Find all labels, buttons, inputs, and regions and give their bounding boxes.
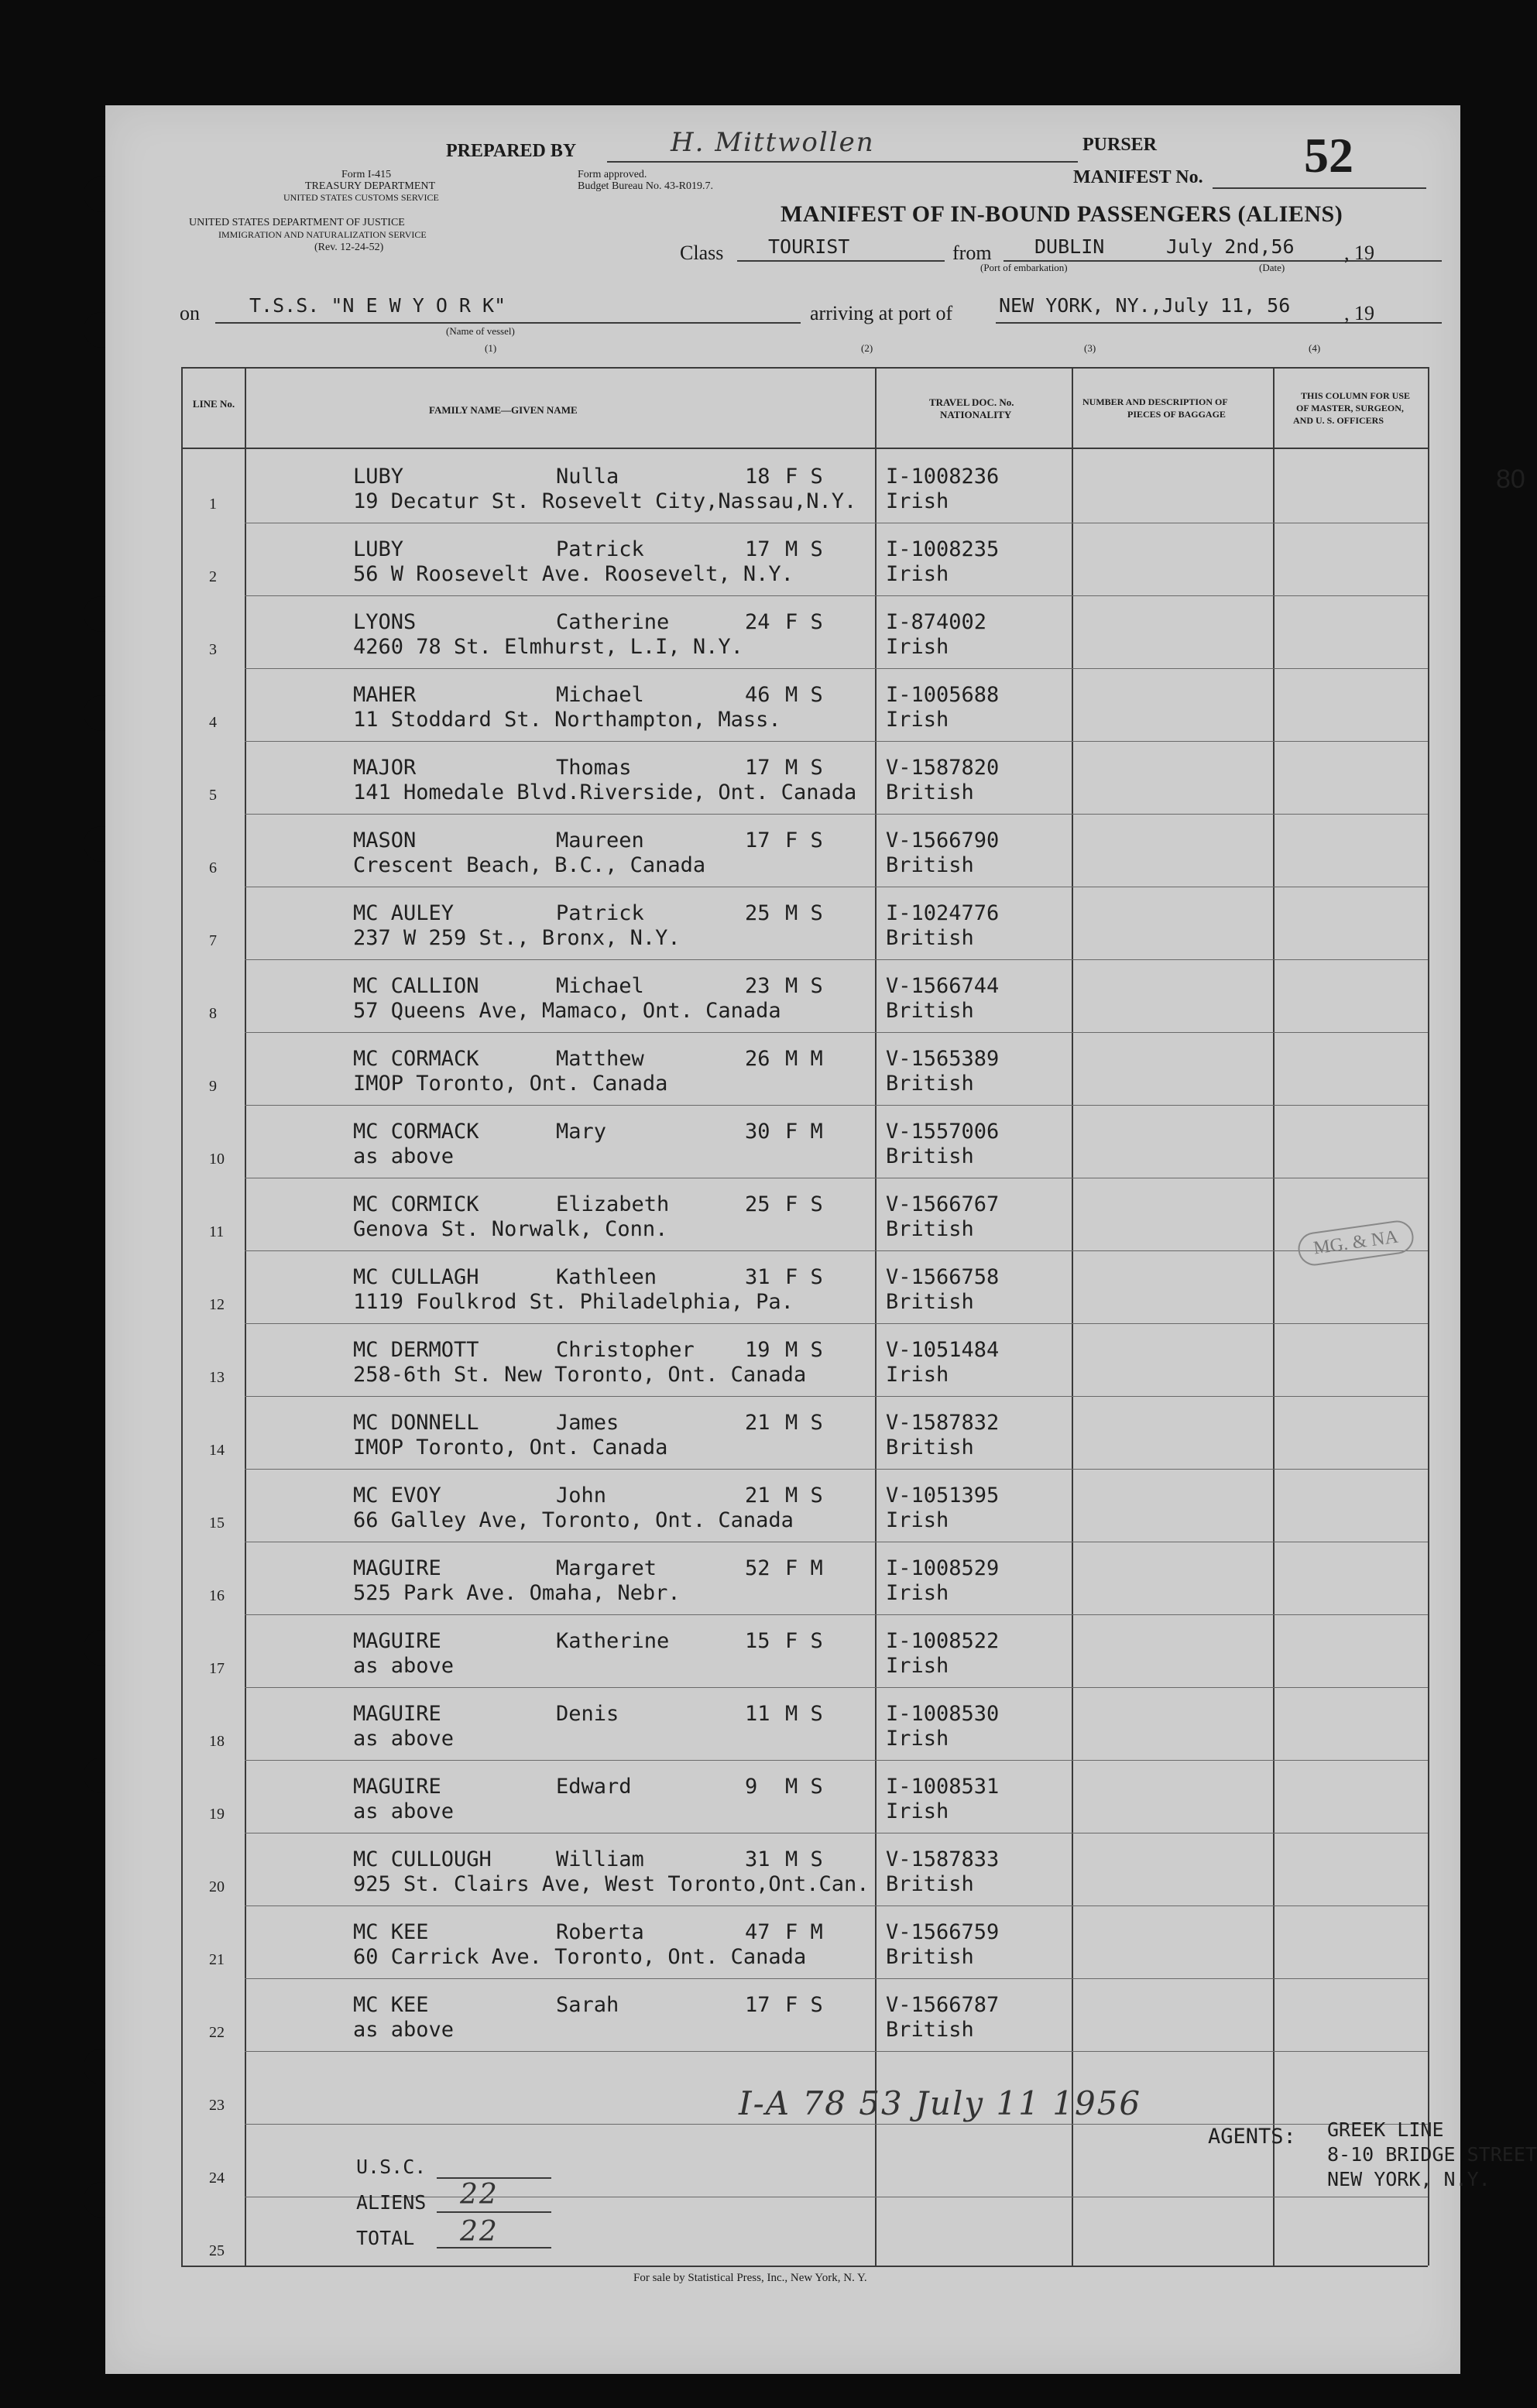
col-header-officers: THIS COLUMN FOR USE (1301, 390, 1411, 401)
nationality: Irish (886, 1654, 949, 1678)
from-date: July 2nd,56 (1166, 235, 1295, 258)
nationality: British (886, 1872, 974, 1896)
nationality: British (886, 853, 974, 877)
given-name: Patrick (556, 901, 644, 925)
nationality: Irish (886, 1508, 949, 1532)
nationality: Irish (886, 1363, 949, 1387)
family-name: MC CORMACK (353, 1047, 479, 1071)
address: 57 Queens Ave, Mamaco, Ont. Canada (353, 999, 781, 1023)
nationality: Irish (886, 635, 949, 659)
travel-doc-number: V-1587832 (886, 1411, 1000, 1435)
family-name: MAGUIRE (353, 1702, 441, 1726)
age: 17 (745, 828, 770, 852)
address: 4260 78 St. Elmhurst, L.I, N.Y. (353, 635, 743, 659)
table-row (181, 596, 1428, 669)
age: 21 (745, 1484, 770, 1508)
table-row (181, 1906, 1428, 1979)
address: as above (353, 1727, 455, 1751)
table-row (181, 742, 1428, 815)
given-name: Maureen (556, 828, 644, 852)
agents-line2: 8-10 BRIDGE STREET (1327, 2143, 1537, 2166)
line-number: 25 (209, 2242, 225, 2259)
immigration-stamp: MG. & NA (1296, 1219, 1416, 1267)
given-name: Margaret (556, 1556, 657, 1580)
col-header-line-no: LINE No. (192, 398, 235, 410)
given-name: Sarah (556, 1993, 619, 2017)
agents-line3: NEW YORK, N.Y. (1327, 2168, 1491, 2190)
given-name: Roberta (556, 1920, 644, 1944)
given-name: Christopher (556, 1338, 695, 1362)
family-name: MC CORMACK (353, 1120, 479, 1144)
family-name: MC CULLOUGH (353, 1847, 492, 1871)
line-number: 8 (209, 1005, 217, 1022)
address: as above (353, 1144, 455, 1168)
travel-doc-number: I-1008522 (886, 1629, 1000, 1653)
line-number: 13 (209, 1369, 225, 1386)
family-name: MC AULEY (353, 901, 455, 925)
manifest-sheet (105, 105, 1537, 2374)
table-row (181, 1833, 1428, 1906)
family-name: MC KEE (353, 1920, 429, 1944)
family-name: MC EVOY (353, 1484, 441, 1508)
given-name: Elizabeth (556, 1192, 670, 1216)
form-service: UNITED STATES CUSTOMS SERVICE (283, 192, 439, 203)
nationality: Irish (886, 708, 949, 732)
col-no-1: (1) (485, 342, 497, 354)
aliens-label: ALIENS (356, 2191, 427, 2214)
travel-doc-number: I-1008530 (886, 1702, 1000, 1726)
address: 525 Park Ave. Omaha, Nebr. (353, 1581, 681, 1605)
line-number: 20 (209, 1878, 225, 1895)
line-number: 16 (209, 1587, 225, 1604)
travel-doc-number: V-1557006 (886, 1120, 1000, 1144)
age: 52 (745, 1556, 770, 1580)
travel-doc-number: V-1587820 (886, 756, 1000, 780)
nationality: British (886, 2018, 974, 2042)
age: 21 (745, 1411, 770, 1435)
address: 66 Galley Ave, Toronto, Ont. Canada (353, 1508, 794, 1532)
line-number: 2 (209, 568, 217, 585)
family-name: MAJOR (353, 756, 417, 780)
agents-line1: GREEK LINE (1327, 2118, 1444, 2141)
col-no-2: (2) (861, 342, 873, 354)
table-row (181, 1979, 1428, 2052)
given-name: William (556, 1847, 644, 1871)
family-name: MC CULLAGH (353, 1265, 479, 1289)
travel-doc-number: V-1566744 (886, 974, 1000, 998)
sex-marital-status: M S (785, 901, 823, 925)
line-number: 7 (209, 932, 217, 949)
aliens-value: 22 (460, 2179, 499, 2211)
line-number: 10 (209, 1151, 225, 1168)
manifest-no-label: MANIFEST No. (1073, 167, 1203, 187)
address: Genova St. Norwalk, Conn. (353, 1217, 668, 1241)
form-dept: TREASURY DEPARTMENT (305, 180, 436, 192)
line-number: 9 (209, 1078, 217, 1095)
given-name: Matthew (556, 1047, 644, 1071)
age: 46 (745, 683, 770, 707)
age: 19 (745, 1338, 770, 1362)
col-header-doc: TRAVEL DOC. No. (929, 396, 1014, 408)
given-name: Mary (556, 1120, 607, 1144)
nationality: British (886, 1144, 974, 1168)
sex-marital-status: M S (785, 537, 823, 561)
sex-marital-status: F M (785, 1556, 823, 1580)
family-name: LUBY (353, 465, 404, 489)
given-name: Kathleen (556, 1265, 657, 1289)
family-name: MC DERMOTT (353, 1338, 479, 1362)
line-number: 18 (209, 1733, 225, 1750)
travel-doc-number: V-1566767 (886, 1192, 1000, 1216)
address: IMOP Toronto, Ont. Canada (353, 1072, 668, 1096)
printer-footer: For sale by Statistical Press, Inc., New York, N. Y. (633, 2272, 867, 2284)
age: 15 (745, 1629, 770, 1653)
form-ins: IMMIGRATION AND NATURALIZATION SERVICE (218, 229, 427, 240)
table-row (181, 1615, 1428, 1688)
form-approved: Form approved. (578, 169, 647, 180)
from-port: DUBLIN (1034, 235, 1105, 258)
on-label: on (180, 302, 200, 324)
line-number: 23 (209, 2097, 225, 2114)
sex-marital-status: M S (785, 1484, 823, 1508)
sex-marital-status: M S (785, 1338, 823, 1362)
sex-marital-status: F S (785, 1265, 823, 1289)
nationality: British (886, 926, 974, 950)
age: 25 (745, 1192, 770, 1216)
travel-doc-number: I-1005688 (886, 683, 1000, 707)
class-value: TOURIST (768, 235, 850, 258)
family-name: MASON (353, 828, 417, 852)
address: as above (353, 1799, 455, 1823)
sex-marital-status: M S (785, 1775, 823, 1799)
travel-doc-number: V-1566759 (886, 1920, 1000, 1944)
table-row (181, 1688, 1428, 1761)
col-header-name: FAMILY NAME—GIVEN NAME (429, 404, 578, 416)
travel-doc-number: I-1024776 (886, 901, 1000, 925)
sex-marital-status: M S (785, 756, 823, 780)
date-caption: (Date) (1259, 262, 1285, 273)
address: 141 Homedale Blvd.Riverside, Ont. Canada (353, 780, 857, 804)
table-row (181, 523, 1428, 596)
travel-doc-number: V-1587833 (886, 1847, 1000, 1871)
age: 31 (745, 1847, 770, 1871)
inspector-annotation: I-A 78 53 July 11 1956 (739, 2084, 1142, 2122)
line-number: 1 (209, 496, 217, 513)
travel-doc-number: I-1008529 (886, 1556, 1000, 1580)
given-name: Denis (556, 1702, 619, 1726)
family-name: MC KEE (353, 1993, 429, 2017)
nationality: British (886, 999, 974, 1023)
table-row (181, 1033, 1428, 1106)
family-name: MAHER (353, 683, 417, 707)
line-number: 3 (209, 641, 217, 658)
table-row (181, 960, 1428, 1033)
nationality: British (886, 1945, 974, 1969)
family-name: LYONS (353, 610, 417, 634)
address: 56 W Roosevelt Ave. Roosevelt, N.Y. (353, 562, 794, 586)
age: 17 (745, 537, 770, 561)
age: 25 (745, 901, 770, 925)
given-name: Katherine (556, 1629, 670, 1653)
family-name: MC CALLION (353, 974, 479, 998)
travel-doc-number: V-1566758 (886, 1265, 1000, 1289)
sex-marital-status: F S (785, 1993, 823, 2017)
nationality: British (886, 1072, 974, 1096)
total-value: 22 (460, 2216, 499, 2248)
line-number: 19 (209, 1806, 225, 1823)
passenger-table (181, 367, 1537, 2266)
sex-marital-status: F S (785, 1192, 823, 1216)
age: 30 (745, 1120, 770, 1144)
vessel-name: T.S.S. "N E W Y O R K" (249, 294, 506, 317)
nationality: Irish (886, 489, 949, 513)
age: 9 (745, 1775, 758, 1799)
agents-label: AGENTS: (1208, 2125, 1296, 2149)
travel-doc-number: V-1566787 (886, 1993, 1000, 2017)
address: as above (353, 2018, 455, 2042)
family-name: MC CORMICK (353, 1192, 479, 1216)
sex-marital-status: M S (785, 683, 823, 707)
table-row (181, 1178, 1428, 1251)
nationality: Irish (886, 1799, 949, 1823)
travel-doc-number: I-1008531 (886, 1775, 1000, 1799)
from-year-label: , 19 (1344, 242, 1374, 264)
line-number: 11 (209, 1223, 225, 1240)
manifest-number: 52 (1304, 128, 1353, 183)
line-number: 5 (209, 787, 217, 804)
total-label: TOTAL (356, 2227, 415, 2249)
line-number: 15 (209, 1514, 225, 1532)
table-row (181, 1106, 1428, 1178)
arriving-port: NEW YORK, NY.,July 11, 56 (999, 294, 1291, 317)
sex-marital-status: F M (785, 1120, 823, 1144)
usc-label: U.S.C. (356, 2156, 427, 2178)
purser-label: PURSER (1082, 135, 1158, 155)
nationality: Irish (886, 1581, 949, 1605)
budget-bureau: Budget Bureau No. 43-R019.7. (578, 180, 713, 192)
sex-marital-status: M S (785, 974, 823, 998)
sex-marital-status: M M (785, 1047, 823, 1071)
table-row (181, 1397, 1428, 1470)
travel-doc-number: I-874002 (886, 610, 987, 634)
class-label: Class (680, 242, 724, 264)
arriving-year-label: , 19 (1344, 302, 1374, 324)
family-name: MAGUIRE (353, 1629, 441, 1653)
line-number: 4 (209, 714, 217, 731)
travel-doc-number: V-1566790 (886, 828, 1000, 852)
table-row (181, 451, 1525, 523)
travel-doc-number: V-1051484 (886, 1338, 1000, 1362)
given-name: Edward (556, 1775, 632, 1799)
age: 26 (745, 1047, 770, 1071)
form-dept-justice: UNITED STATES DEPARTMENT OF JUSTICE (189, 217, 405, 228)
sex-marital-status: F M (785, 1920, 823, 1944)
port-caption: (Port of embarkation) (980, 262, 1068, 273)
col-header-baggage-2: PIECES OF BAGGAGE (1127, 409, 1226, 420)
col-header-nationality: NATIONALITY (940, 409, 1012, 420)
table-row (181, 669, 1428, 742)
arriving-label: arriving at port of (810, 302, 953, 324)
col-header-officers-3: AND U. S. OFFICERS (1293, 415, 1384, 426)
col-no-4: (4) (1309, 342, 1321, 354)
family-name: MC DONNELL (353, 1411, 479, 1435)
address: 1119 Foulkrod St. Philadelphia, Pa. (353, 1290, 794, 1314)
address: 60 Carrick Ave. Toronto, Ont. Canada (353, 1945, 807, 1969)
given-name: Catherine (556, 610, 670, 634)
sex-marital-status: M S (785, 1702, 823, 1726)
travel-doc-number: V-1051395 (886, 1484, 1000, 1508)
nationality: British (886, 780, 974, 804)
age: 17 (745, 1993, 770, 2017)
col-header-baggage: NUMBER AND DESCRIPTION OF (1082, 396, 1228, 407)
nationality: Irish (886, 1727, 949, 1751)
address: 19 Decatur St. Rosevelt City,Nassau,N.Y. (353, 489, 857, 513)
family-name: MAGUIRE (353, 1775, 441, 1799)
travel-doc-number: V-1565389 (886, 1047, 1000, 1071)
travel-doc-number: I-1008236 (886, 465, 1000, 489)
age: 47 (745, 1920, 770, 1944)
sex-marital-status: F S (785, 1629, 823, 1653)
address: 11 Stoddard St. Northampton, Mass. (353, 708, 781, 732)
address: 925 St. Clairs Ave, West Toronto,Ont.Can. (353, 1872, 870, 1896)
age: 23 (745, 974, 770, 998)
given-name: John (556, 1484, 607, 1508)
officer-note: 80 (1496, 465, 1525, 494)
table-row (181, 1251, 1428, 1324)
nationality: British (886, 1290, 974, 1314)
age: 31 (745, 1265, 770, 1289)
manifest-title: MANIFEST OF IN-BOUND PASSENGERS (ALIENS) (781, 201, 1343, 227)
sex-marital-status: F S (785, 828, 823, 852)
from-label: from (952, 242, 992, 264)
address: 237 W 259 St., Bronx, N.Y. (353, 926, 681, 950)
age: 24 (745, 610, 770, 634)
sex-marital-status: F S (785, 465, 823, 489)
sex-marital-status: M S (785, 1411, 823, 1435)
given-name: Patrick (556, 537, 644, 561)
given-name: Michael (556, 683, 644, 707)
given-name: Michael (556, 974, 644, 998)
form-revision: (Rev. 12-24-52) (314, 242, 384, 253)
address: IMOP Toronto, Ont. Canada (353, 1436, 668, 1460)
given-name: James (556, 1411, 619, 1435)
nationality: Irish (886, 562, 949, 586)
address: as above (353, 1654, 455, 1678)
nationality: British (886, 1436, 974, 1460)
purser-signature: H. Mittwollen (671, 127, 875, 158)
address: Crescent Beach, B.C., Canada (353, 853, 706, 877)
line-number: 6 (209, 859, 217, 876)
line-number: 24 (209, 2170, 225, 2187)
age: 17 (745, 756, 770, 780)
line-number: 17 (209, 1660, 225, 1677)
age: 11 (745, 1702, 770, 1726)
prepared-by-label: PREPARED BY (446, 141, 577, 161)
table-row (181, 887, 1428, 960)
table-row (181, 1761, 1428, 1833)
sex-marital-status: M S (785, 1847, 823, 1871)
line-number: 22 (209, 2024, 225, 2041)
line-number: 14 (209, 1442, 225, 1459)
line-number: 12 (209, 1296, 225, 1313)
family-name: LUBY (353, 537, 404, 561)
given-name: Thomas (556, 756, 632, 780)
given-name: Nulla (556, 465, 619, 489)
col-no-3: (3) (1084, 342, 1096, 354)
table-row (181, 815, 1428, 887)
table-row (181, 1470, 1428, 1542)
table-row (181, 1324, 1428, 1397)
vessel-caption: (Name of vessel) (446, 325, 515, 337)
travel-doc-number: I-1008235 (886, 537, 1000, 561)
address: 258-6th St. New Toronto, Ont. Canada (353, 1363, 807, 1387)
nationality: British (886, 1217, 974, 1241)
age: 18 (745, 465, 770, 489)
table-row (181, 1542, 1428, 1615)
sex-marital-status: F S (785, 610, 823, 634)
form-number: Form I-415 (341, 169, 392, 180)
family-name: MAGUIRE (353, 1556, 441, 1580)
line-number: 21 (209, 1951, 225, 1968)
col-header-officers-2: OF MASTER, SURGEON, (1296, 403, 1404, 413)
